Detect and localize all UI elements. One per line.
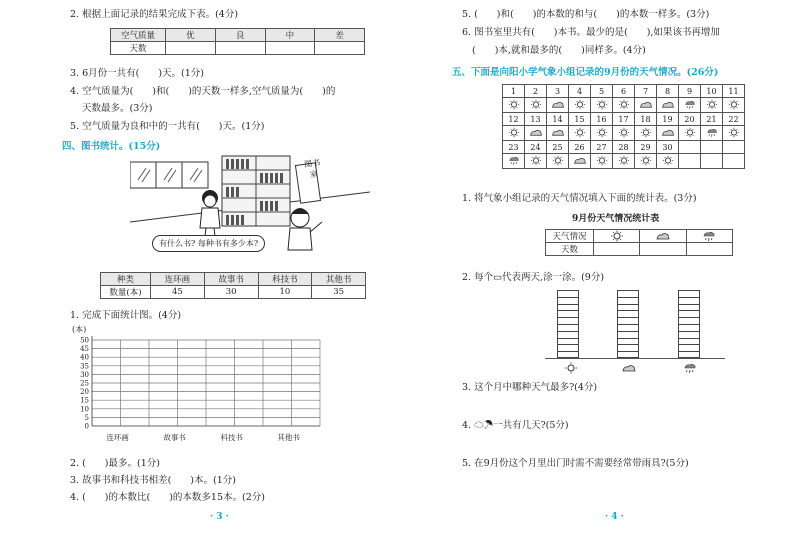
sun-icon	[508, 99, 520, 110]
left-q2: 2. 根据上面记录的结果完成下表。(4分)	[70, 9, 239, 20]
book-v3: 35	[312, 286, 366, 299]
rain-icon	[702, 230, 716, 242]
sun-icon	[552, 155, 564, 166]
calendar-weather-cell	[503, 126, 525, 141]
calendar-day-cell: 19	[657, 113, 679, 126]
y-tick-label: 50	[80, 336, 89, 345]
calendar-weather-cell	[723, 126, 745, 141]
calendar-weather-cell	[591, 154, 613, 169]
shading-baseline	[545, 358, 725, 359]
right-q2: 2. 每个▭代表两天,涂一涂。(9分)	[462, 272, 605, 283]
calendar-weather-cell	[613, 126, 635, 141]
chart-question: 1. 完成下面统计图。(4分)	[70, 310, 182, 321]
y-tick-label: 30	[80, 370, 89, 379]
shading-bar-column[interactable]	[557, 290, 579, 358]
sun-icon	[662, 155, 674, 166]
shading-cell[interactable]	[679, 345, 699, 352]
right-q3: 3. 这个月中哪种天气最多?(4分)	[462, 382, 598, 393]
book-v1: 30	[204, 286, 258, 299]
rain-icon	[508, 155, 520, 166]
sun-icon	[728, 99, 740, 110]
cloud-icon	[551, 127, 565, 138]
cloud-icon	[661, 127, 675, 138]
shading-cell[interactable]	[618, 318, 638, 325]
calendar-weather-cell	[723, 98, 745, 113]
sun-icon	[618, 127, 630, 138]
left-q4b: 4. ( )的本数比( )的本数多15本。(2分)	[70, 492, 265, 503]
shading-cell[interactable]	[679, 305, 699, 312]
section-5-title: 五、下面是向阳小学气象小组记录的9月份的天气情况。(26分)	[452, 67, 719, 78]
calendar-weather-cell	[569, 98, 591, 113]
calendar-weather-cell	[701, 98, 723, 113]
calendar-day-cell: 16	[591, 113, 613, 126]
sun-icon	[610, 230, 624, 242]
book-count-table	[100, 272, 366, 299]
shading-cell[interactable]	[679, 332, 699, 339]
right-q5: 5. ( )和( )的本数的和与( )的本数一样多。(3分)	[462, 9, 710, 20]
sun-icon	[508, 127, 520, 138]
calendar-weather-cell	[701, 154, 723, 169]
sun-icon	[728, 127, 740, 138]
book-row-label: 数量(本)	[101, 286, 151, 299]
wx-label1: 天气情况	[546, 230, 594, 243]
air-cell[interactable]	[215, 42, 265, 55]
wx-cell[interactable]	[640, 243, 686, 256]
cloud-icon	[529, 127, 543, 138]
calendar-day-cell: 1	[503, 85, 525, 98]
calendar-weather-cell	[635, 126, 657, 141]
sun-icon	[530, 155, 542, 166]
shading-cell[interactable]	[618, 339, 638, 346]
shading-cell[interactable]	[679, 291, 699, 298]
shading-cell[interactable]	[558, 305, 578, 312]
shading-cell[interactable]	[679, 325, 699, 332]
calendar-day-cell: 6	[613, 85, 635, 98]
calendar-day-cell: 29	[635, 141, 657, 154]
calendar-weather-cell	[525, 98, 547, 113]
book-h2: 故事书	[204, 273, 258, 286]
calendar-weather-cell	[525, 154, 547, 169]
calendar-day-cell: 17	[613, 113, 635, 126]
calendar-day-cell: 24	[525, 141, 547, 154]
weather-calendar	[502, 84, 745, 169]
book-v0: 45	[151, 286, 205, 299]
shading-cell[interactable]	[618, 311, 638, 318]
calendar-weather-cell	[679, 126, 701, 141]
shading-bar-column[interactable]	[678, 290, 700, 358]
left-q4-line2: 天数最多。(3分)	[82, 103, 153, 114]
calendar-day-cell: 15	[569, 113, 591, 126]
y-tick-label: 40	[80, 353, 89, 362]
calendar-day-cell: 8	[657, 85, 679, 98]
calendar-weather-cell	[525, 126, 547, 141]
wx-col-rain	[686, 230, 732, 243]
calendar-weather-cell	[657, 126, 679, 141]
book-v2: 10	[258, 286, 312, 299]
calendar-weather-cell	[569, 126, 591, 141]
shading-cell[interactable]	[558, 318, 578, 325]
wx-col-cloud	[640, 230, 686, 243]
calendar-day-cell: 5	[591, 85, 613, 98]
calendar-day-cell: 20	[679, 113, 701, 126]
calendar-weather-cell	[701, 126, 723, 141]
calendar-day-cell: 12	[503, 113, 525, 126]
shading-cell[interactable]	[679, 311, 699, 318]
sun-icon	[706, 99, 718, 110]
air-h0: 空气质量	[111, 29, 166, 42]
shading-bar-column[interactable]	[617, 290, 639, 358]
section-4-title: 四、图书统计。(15分)	[62, 141, 161, 152]
calendar-day-cell: 25	[547, 141, 569, 154]
calendar-weather-cell	[591, 98, 613, 113]
sun-icon	[618, 155, 630, 166]
speech-bubble: 有什么书? 每种书有多少本?	[152, 235, 265, 252]
right-q6-line2: ( )本,就和最多的( )同样多。(4分)	[472, 45, 646, 56]
shading-cell[interactable]	[558, 339, 578, 346]
wx-label2: 天数	[546, 243, 594, 256]
book-bar-chart[interactable]	[70, 322, 330, 452]
calendar-day-cell	[723, 141, 745, 154]
shading-cell[interactable]	[618, 345, 638, 352]
book-h0: 种类	[101, 273, 151, 286]
y-tick-label: 10	[80, 405, 89, 414]
air-cell[interactable]	[265, 42, 315, 55]
x-tick-label: 连环画	[106, 433, 129, 442]
calendar-day-cell: 23	[503, 141, 525, 154]
sun-icon	[596, 127, 608, 138]
rain-icon	[684, 99, 696, 110]
cloud-icon	[551, 99, 565, 110]
calendar-day-cell: 14	[547, 113, 569, 126]
rain-icon	[706, 127, 718, 138]
cloud-icon	[573, 155, 587, 166]
calendar-weather-cell	[503, 98, 525, 113]
air-cell[interactable]	[166, 42, 216, 55]
calendar-weather-cell	[547, 154, 569, 169]
air-h4: 差	[315, 29, 365, 42]
shading-cell[interactable]	[618, 298, 638, 305]
book-h1: 连环画	[151, 273, 205, 286]
y-tick-label: 15	[80, 396, 89, 405]
air-h2: 良	[215, 29, 265, 42]
shading-cell[interactable]	[618, 291, 638, 298]
calendar-day-cell	[679, 141, 701, 154]
sun-icon	[530, 99, 542, 110]
sun-icon	[684, 127, 696, 138]
left-q5: 5. 空气质量为良和中的一共有( )天。(1分)	[70, 121, 265, 132]
air-cell[interactable]	[315, 42, 365, 55]
book-h3: 科技书	[258, 273, 312, 286]
calendar-day-cell	[701, 141, 723, 154]
calendar-day-cell: 13	[525, 113, 547, 126]
calendar-weather-cell	[679, 154, 701, 169]
calendar-day-cell: 27	[591, 141, 613, 154]
x-tick-label: 故事书	[163, 433, 186, 442]
calendar-day-cell: 18	[635, 113, 657, 126]
calendar-day-cell: 3	[547, 85, 569, 98]
shading-cell[interactable]	[618, 305, 638, 312]
wx-cell[interactable]	[686, 243, 732, 256]
shading-cell[interactable]	[618, 332, 638, 339]
calendar-weather-cell	[547, 126, 569, 141]
shading-cell[interactable]	[558, 311, 578, 318]
calendar-day-cell: 9	[679, 85, 701, 98]
calendar-weather-cell	[547, 98, 569, 113]
right-q6-line1: 6. 图书室里共有( )本书。最少的是( ),如果该书再增加	[462, 27, 720, 38]
calendar-weather-cell	[569, 154, 591, 169]
right-q5b: 5. 在9月份这个月里出门时需不需要经常带雨具?(5分)	[462, 458, 689, 469]
library-sign: 图书室	[303, 157, 321, 180]
weather-stat-table	[545, 229, 733, 256]
page-number-left: · 3 ·	[210, 512, 229, 522]
calendar-weather-cell	[613, 98, 635, 113]
calendar-weather-cell	[635, 154, 657, 169]
calendar-day-cell: 21	[701, 113, 723, 126]
shading-cell[interactable]	[679, 298, 699, 305]
sun-icon	[596, 99, 608, 110]
shading-cell[interactable]	[679, 318, 699, 325]
shading-cell[interactable]	[558, 345, 578, 352]
x-tick-label: 科技书	[220, 433, 243, 442]
cloud-icon	[639, 99, 653, 110]
calendar-weather-cell	[657, 98, 679, 113]
calendar-day-cell: 2	[525, 85, 547, 98]
calendar-weather-cell	[679, 98, 701, 113]
weather-table-title: 9月份天气情况统计表	[572, 214, 660, 224]
sun-icon	[564, 362, 578, 374]
x-tick-label: 其他书	[277, 433, 300, 442]
air-quality-table	[110, 28, 365, 55]
calendar-weather-cell	[613, 154, 635, 169]
calendar-weather-cell	[723, 154, 745, 169]
y-tick-label: 5	[84, 413, 89, 422]
air-h3: 中	[265, 29, 315, 42]
shading-cell[interactable]	[558, 291, 578, 298]
y-unit-label: (本)	[72, 325, 87, 334]
air-h1: 优	[166, 29, 216, 42]
rain-icon	[683, 362, 697, 374]
calendar-day-cell: 7	[635, 85, 657, 98]
calendar-day-cell: 22	[723, 113, 745, 126]
sun-icon	[596, 155, 608, 166]
calendar-day-cell: 30	[657, 141, 679, 154]
calendar-weather-cell	[657, 154, 679, 169]
shading-cell[interactable]	[558, 325, 578, 332]
y-tick-label: 45	[80, 345, 89, 354]
left-q2b: 2. ( )最多。(1分)	[70, 458, 160, 469]
shading-cell[interactable]	[558, 332, 578, 339]
shading-cell[interactable]	[618, 325, 638, 332]
calendar-day-cell: 4	[569, 85, 591, 98]
y-tick-label: 0	[84, 422, 89, 431]
shading-cell[interactable]	[679, 339, 699, 346]
page-number-right: · 4 ·	[605, 512, 624, 522]
calendar-day-cell: 10	[701, 85, 723, 98]
calendar-weather-cell	[591, 126, 613, 141]
calendar-day-cell: 28	[613, 141, 635, 154]
y-tick-label: 25	[80, 379, 89, 388]
wx-cell[interactable]	[594, 243, 640, 256]
y-tick-label: 20	[80, 388, 89, 397]
left-q4-line1: 4. 空气质量为( )和( )的天数一样多,空气质量为( )的	[70, 86, 336, 97]
cloud-icon	[661, 99, 675, 110]
book-h4: 其他书	[312, 273, 366, 286]
left-q3: 3. 6月份一共有( )天。(1分)	[70, 68, 204, 79]
calendar-weather-cell	[503, 154, 525, 169]
cloud-icon	[622, 362, 636, 374]
sun-icon	[574, 127, 586, 138]
right-q4: 4. ☁☂一共有几天?(5分)	[462, 420, 569, 431]
calendar-weather-cell	[635, 98, 657, 113]
sun-icon	[618, 99, 630, 110]
cloud-icon	[656, 230, 670, 242]
sun-icon	[574, 99, 586, 110]
sun-icon	[640, 127, 652, 138]
air-r0: 天数	[111, 42, 166, 55]
right-q1: 1. 将气象小组记录的天气情况填入下面的统计表。(3分)	[462, 193, 697, 204]
y-tick-label: 35	[80, 362, 89, 371]
wx-col-sun	[594, 230, 640, 243]
calendar-day-cell: 26	[569, 141, 591, 154]
calendar-day-cell: 11	[723, 85, 745, 98]
shading-cell[interactable]	[558, 298, 578, 305]
sun-icon	[640, 155, 652, 166]
left-q3b: 3. 故事书和科技书相差( )本。(1分)	[70, 475, 236, 486]
